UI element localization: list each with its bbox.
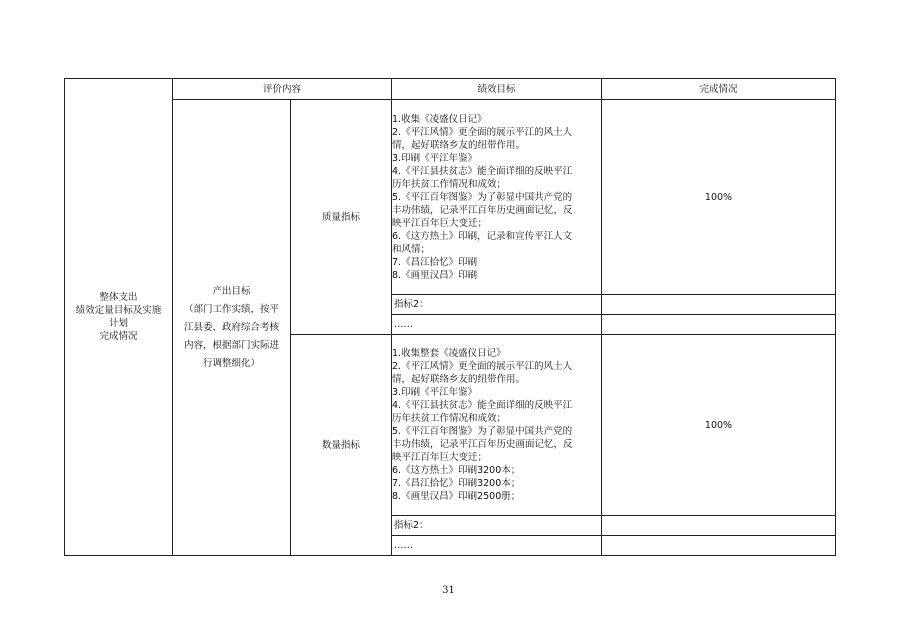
performance-table-sheet: [64, 78, 834, 550]
column-header-eval: 评价内容: [173, 79, 392, 100]
output-target-line3: 江县委、政府综合考核: [183, 321, 279, 333]
output-target-line2: （部门工作实绩，按平: [183, 303, 279, 315]
column-header-target: 绩效目标: [392, 79, 602, 100]
quantity-goal-line: 历年扶贫工作情况和成效；: [392, 413, 507, 424]
quality-goal-line: 2.《平江风情》更全面的展示平江的风土人: [392, 126, 573, 138]
output-target-cell: [173, 100, 291, 556]
row-header-line2: 绩效定量目标及实施: [75, 305, 162, 316]
quantity-goal-line: 7.《昌江拾忆》印刷3200本；: [392, 478, 521, 489]
quantity-goal-line: 情，起好联络乡友的纽带作用。: [392, 374, 526, 385]
quantity-ellipsis: ……: [392, 536, 602, 556]
quantity-goal-line: 1.收集整套《凌盛仪日记》: [392, 348, 506, 359]
row-header-cell: [65, 79, 173, 556]
quality-metric-label: 质量指标: [291, 100, 392, 335]
quantity-indicator2: 指标2：: [392, 516, 602, 536]
quality-ellipsis: ……: [392, 315, 602, 335]
quality-goal-line: 历年扶贫工作情况和成效；: [392, 178, 507, 190]
quantity-metric-label: 数量指标: [291, 335, 392, 556]
quantity-ellipsis-completion: [602, 536, 836, 556]
quality-goal-cell: [392, 100, 602, 295]
output-target-line5: 行调整细化）: [202, 357, 260, 369]
quantity-goal-line: 丰功伟绩，记录平江百年历史画面记忆，反: [392, 439, 573, 450]
page-number: 31: [442, 585, 455, 596]
quality-goal-line: 情，起好联络乡友的纽带作用。: [392, 139, 526, 151]
quantity-goal-line: 4.《平江县扶贫志》能全面详细的反映平江: [392, 400, 573, 411]
quantity-goal-cell: [392, 335, 602, 516]
quality-goal-line: 5.《平江百年图鉴》为了彰显中国共产党的: [392, 191, 573, 203]
row-header-line3: 计划: [108, 318, 128, 329]
quality-goal-line: 6.《这方热土》印刷，记录和宣传平江人文: [392, 230, 573, 242]
quantity-goal-line: 3.印刷《平江年鉴》: [392, 387, 478, 398]
quality-indicator2: 指标2：: [392, 295, 602, 315]
quality-indicator2-completion: [602, 295, 836, 315]
performance-table: [64, 78, 836, 556]
row-header-line1: 整体支出: [99, 292, 138, 303]
quantity-goal-line: 5.《平江百年图鉴》为了彰显中国共产党的: [392, 426, 573, 437]
quantity-indicator2-completion: [602, 516, 836, 536]
quality-goal-line: 和风情；: [392, 243, 431, 255]
quantity-goal-line: 2.《平江风情》更全面的展示平江的风土人: [392, 361, 573, 372]
quality-goal-line: 1.收集《凌盛仪日记》: [392, 113, 487, 125]
quality-goal-line: 4.《平江县扶贫志》能全面详细的反映平江: [392, 165, 573, 177]
quality-ellipsis-completion: [602, 315, 836, 335]
column-header-done: 完成情况: [602, 79, 836, 100]
output-target-line4: 内容，根据部门实际进: [183, 339, 279, 351]
quality-goal-line: 映平江百年巨大变迁；: [392, 217, 488, 229]
quantity-goal-line: 6.《这方热土》印刷3200本；: [392, 465, 521, 476]
quality-completion: 100%: [602, 100, 836, 295]
quality-goal-line: 丰功伟绩，记录平江百年历史画面记忆，反: [392, 204, 573, 216]
quantity-completion: 100%: [602, 335, 836, 516]
quality-goal-line: 3.印刷《平江年鉴》: [392, 152, 478, 164]
quantity-goal-line: 8.《画里汉昌》印刷2500册；: [392, 491, 521, 502]
quality-goal-line: 7.《昌江拾忆》印刷: [392, 256, 478, 268]
row-header-line4: 完成情况: [99, 331, 138, 342]
quality-goal-line: 8.《画里汉昌》印刷: [392, 269, 478, 281]
output-target-line1: 产出目标: [212, 285, 251, 297]
quantity-goal-line: 映平江百年巨大变迁；: [392, 452, 488, 463]
